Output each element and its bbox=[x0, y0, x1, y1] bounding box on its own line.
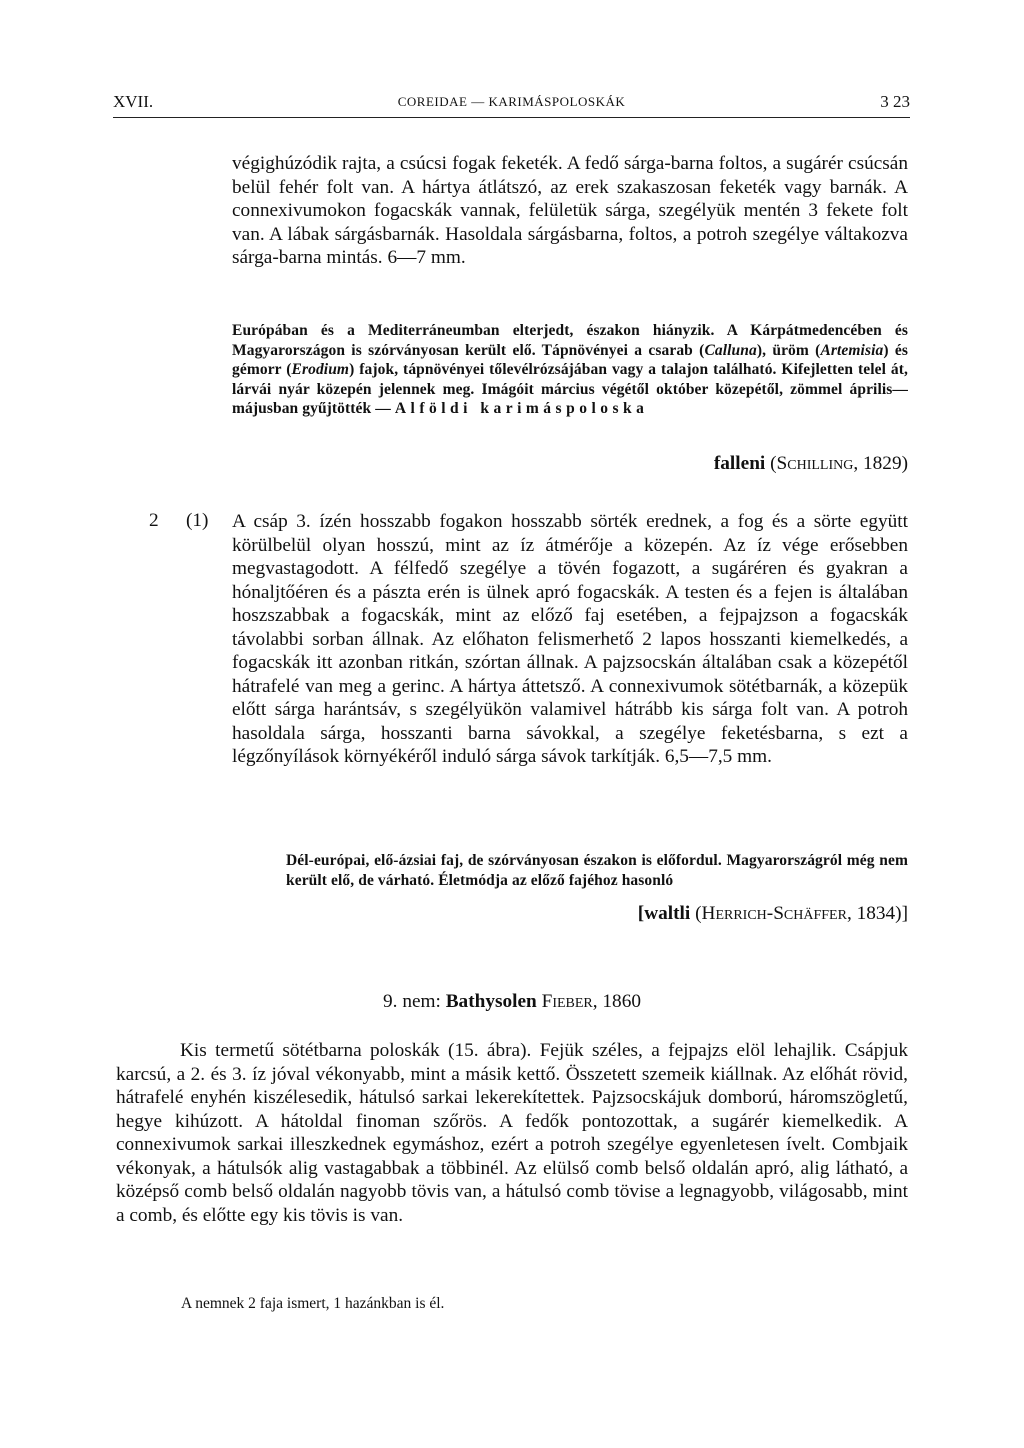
species-year: , 1829) bbox=[853, 453, 908, 474]
distribution-text-b: ), üröm ( bbox=[756, 341, 821, 359]
genus-artemisia: Artemisia bbox=[820, 341, 884, 359]
genus-description-paragraph: Kis termetű sötétbarna poloskák (15. ábra). Fejük széles, a fejpajzs elöl lehajlik. Csápjuk karcsú, a 2. és 3. íz jóval vékonyabb, mint a másik kettő. Összetett szemeik kiállnak. Az előhát rövid, hátrafelé enyhén kiszélesedik, hátulsó sarkai lekerekítettek. Pajzsocskájuk domború, háromszögletű, hegye kihúzott. A hátoldal finoman szőrös. A fedők pontozottak, a sugárér kiemelkedik. A connexivumok sarkai illeszkednek egymáshoz, ezért a potroh szegélye egyenletesen ívelt. Combjaik vékonyak, a hátulsók alig vastagabbak a többinél. Az elülső comb belső oldalán apró, alig látható, a középső comb belső oldalán nagyobb tövis van, a hátulsó comb tövise a legnagyobb, világosabb, mint a comb, és előtte egy kis tövis is van. bbox=[116, 1040, 908, 1226]
genus-note: A nemnek 2 faja ismert, 1 hazánkban is él. bbox=[181, 1295, 445, 1312]
common-name: Alföldi karimáspoloska bbox=[394, 400, 649, 417]
distribution-text-c: ) és gémorr ( bbox=[232, 341, 908, 378]
distribution-text-d: ) fajok, tápnövényei tőlevélrózsájában vagy a talajon található. Kifejletten telel át, lárvái nyár közepén jelennek meg. Imágóit március végétől október közepétől, zömmel április—májusban gyűjtötték — bbox=[232, 361, 908, 417]
page-number: 3 23 bbox=[880, 92, 910, 111]
genus-calluna: Calluna bbox=[704, 341, 757, 359]
genus-prefix: 9. nem: bbox=[383, 991, 446, 1012]
species-name: falleni bbox=[713, 453, 766, 474]
genus-erodium: Erodium bbox=[291, 361, 350, 378]
genus-year: , 1860 bbox=[592, 991, 641, 1012]
species-author: Schilling bbox=[776, 453, 854, 474]
distribution-paragraph bbox=[232, 321, 908, 419]
waltli-distribution-paragraph: Dél-európai, elő-ázsiai faj, de szórványosan északon is előfordul. Magyarországról még nem került elő, de várható. Életmódja az előző fajéhoz hasonló bbox=[286, 852, 908, 889]
species-year: , 1834)] bbox=[846, 903, 908, 924]
genus-author: Fieber bbox=[541, 991, 593, 1012]
species-heading-falleni: falleni (Schilling, 1829) bbox=[713, 453, 908, 474]
key-paragraph: A csáp 3. ízén hosszabb fogakon hosszabb sörték erednek, a fog és a sörte együtt körülbelül olyan hosszú, mint az íz átmérője a közepén. Az íz vége erősebben megvastagodott. A félfedő szegélye a tövén fogazott, a sugáréren és gyakran a hónaljtőéren és a pászta erén is ülnek apró fogacskák. A testen és a fejen is általában hoszszabbak a fogacskák, mint az előző faj esetében, a fejpajzson a fogacskák távolabbi sorban állnak. Az előhaton felismerhető 2 lapos hosszanti kiemelkedés, a fogacskák itt azonban ritkán, szórtan állnak. A pajzsocskán általában csak a közepétől hátrafelé van meg a gerinc. A hártya áttetsző. A connexivumok sötétbarnák, a közepük előtt sárga harántsáv, s szegélyükön valamivel hátrább kis sárga folt van. A potroh hasoldala sárga, hosszanti barna sávokkal, a szegélye feketésbarna, s ezt a légzőnyílások környékéről induló sárga sávok tarkítják. 6,5—7,5 mm. bbox=[232, 511, 908, 767]
key-reference: (1) bbox=[186, 510, 209, 531]
genus-name: Bathysolen bbox=[445, 991, 537, 1012]
chapter-number: XVII. bbox=[113, 92, 154, 111]
species-name: [waltli bbox=[637, 903, 691, 924]
key-number: 2 bbox=[149, 510, 159, 531]
species-author: Herrich-Schäffer bbox=[701, 903, 847, 924]
distribution-text-a: Európában és a Mediterráneumban elterjedt, északon hiányzik. A Kárpátmedencében és Magyarországon is szórványosan került elő. Tápnövényei a csarab ( bbox=[232, 322, 908, 359]
header-rule bbox=[113, 117, 910, 118]
page-header bbox=[113, 92, 910, 116]
species-heading-waltli: [waltli (Herrich-Schäffer, 1834)] bbox=[637, 903, 908, 924]
genus-heading bbox=[0, 991, 1024, 1013]
description-paragraph: végighúzódik rajta, a csúcsi fogak feketék. A fedő sárga-barna foltos, a sugárér csúcsán belül fehér folt van. A hártya átlátszó, az erek szakaszosan feketék vagy barnák. A connexivumokon fogacskák vannak, felületük sárga, szegélyük mentén 3 fekete folt van. A lábak sárgásbarnák. Hasoldala sárgásbarna, foltos, a potroh szegélye váltakozva sárga-barna mintás. 6—7 mm. bbox=[232, 153, 908, 268]
running-title: COREIDAE — KARIMÁSPOLOSKÁK bbox=[397, 94, 626, 109]
